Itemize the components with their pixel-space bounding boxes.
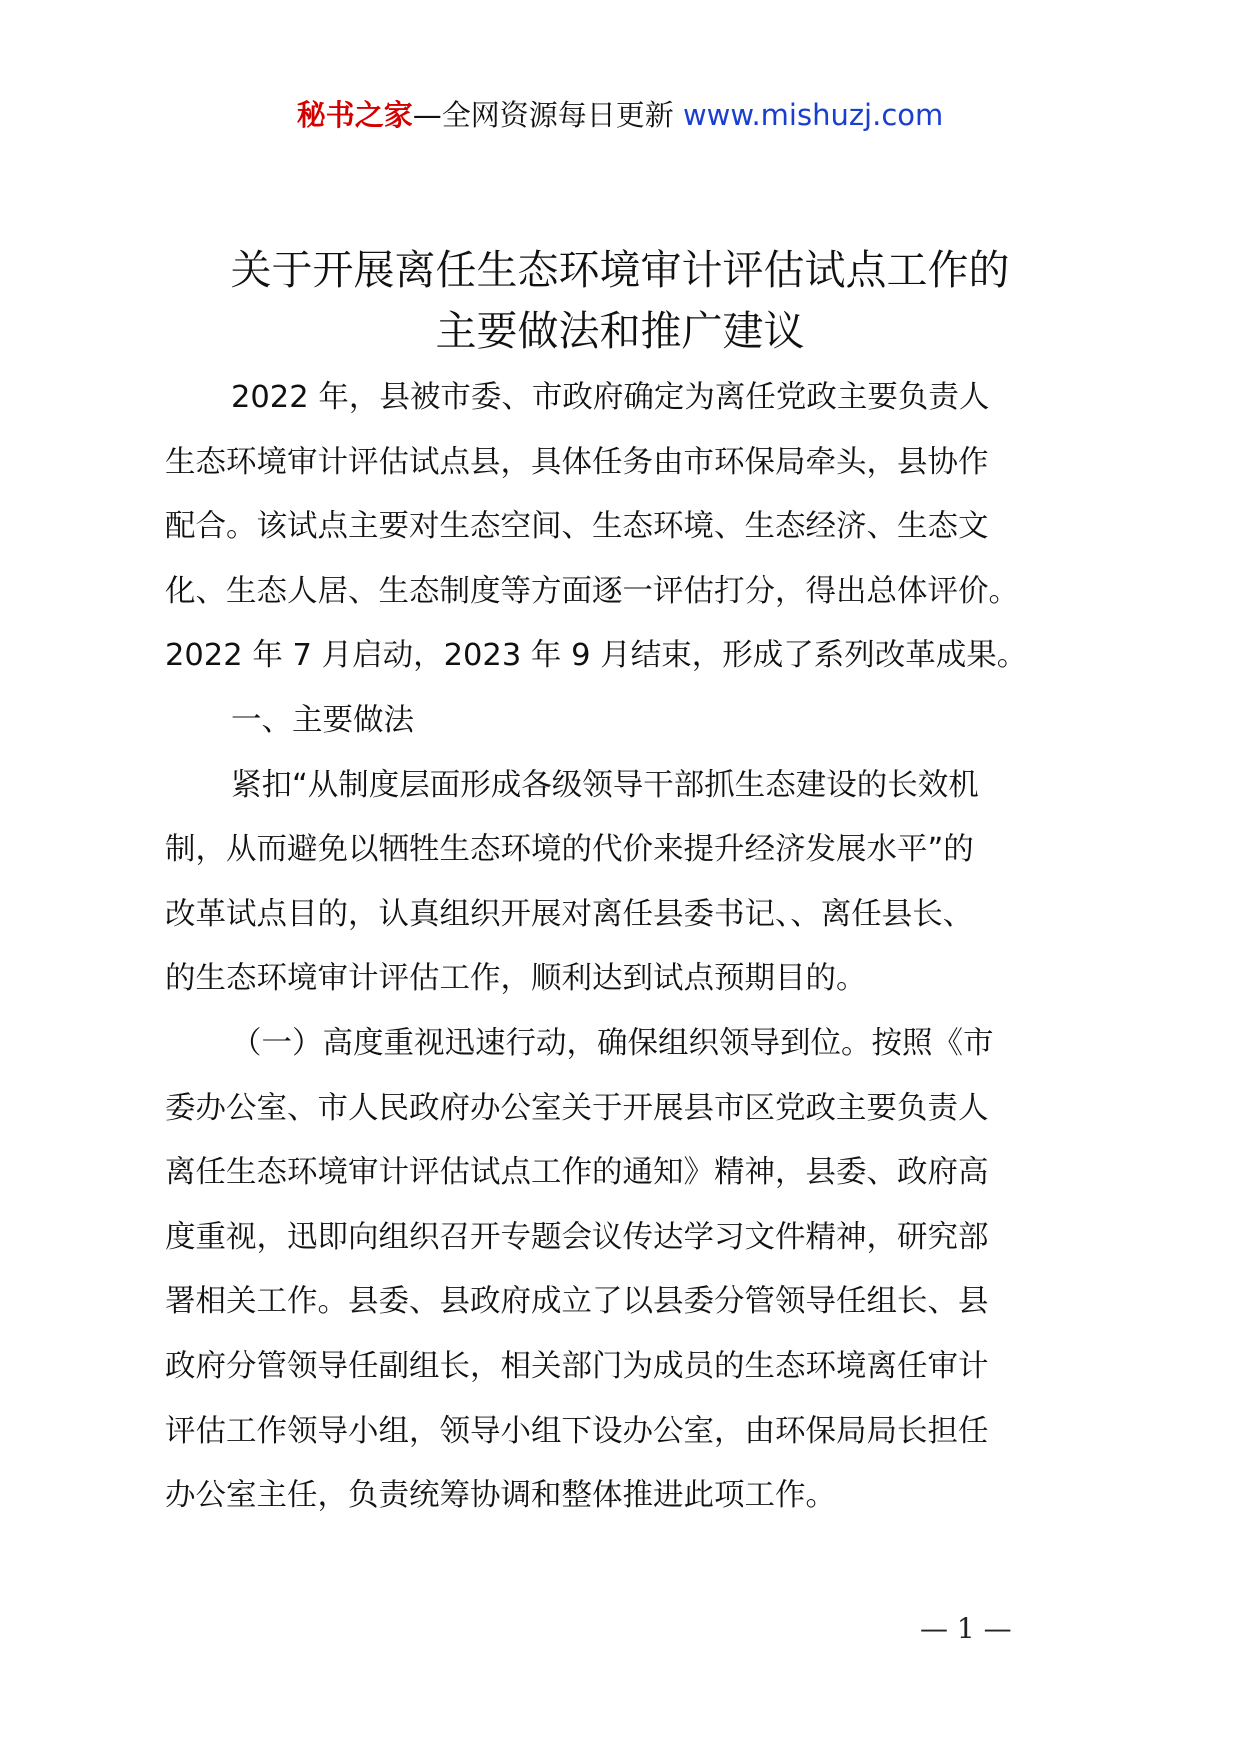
site-url-link[interactable]: www.mishuzj.com [682, 98, 944, 132]
paragraph-line: 2022 年，县被市委、市政府确定为离任党政主要负责人 [231, 380, 990, 415]
document-body [165, 366, 1095, 1529]
section-heading: 一、主要做法 [231, 702, 414, 738]
paragraph-line: 离任生态环境审计评估试点工作的通知》精神，县委、政府高 [165, 1155, 989, 1191]
paragraph-line: 评估工作领导小组，领导小组下设办公室，由环保局局长担任 [165, 1413, 989, 1449]
paragraph-line: 制，从而避免以牺牲生态环境的代价来提升经济发展水平”的 [165, 832, 974, 868]
page-number: — 1 — [920, 1612, 1012, 1645]
paragraph-line: 署相关工作。县委、县政府成立了以县委分管领导任组长、县 [165, 1284, 989, 1320]
paragraph-line: 生态环境审计评估试点县，具体任务由市环保局牵头，县协作 [165, 444, 989, 480]
document-title [0, 240, 1240, 362]
site-header [0, 98, 1240, 133]
paragraph-line: 政府分管领导任副组长，相关部门为成员的生态环境离任审计 [165, 1348, 989, 1384]
paragraph-line: 的生态环境审计评估工作，顺利达到试点预期目的。 [165, 961, 867, 997]
paragraph-line: 2022 年 7 月启动，2023 年 9 月结束，形成了系列改革成果。 [165, 638, 1028, 674]
paragraph-line: 紧扣“从制度层面形成各级领导干部抓生态建设的长效机 [231, 767, 979, 803]
paragraph-line: 委办公室、市人民政府办公室关于开展县市区党政主要负责人 [165, 1090, 989, 1126]
title-line-2: 主要做法和推广建议 [435, 307, 805, 355]
paragraph-line: 化、生态人居、生态制度等方面逐一评估打分，得出总体评价。 [165, 573, 1019, 609]
paragraph-line: 改革试点目的，认真组织开展对离任县委书记、、离任县长、 [165, 896, 974, 932]
paragraph-line: 度重视，迅即向组织召开专题会议传达学习文件精神，研究部 [165, 1219, 989, 1255]
paragraph-line: 配合。该试点主要对生态空间、生态环境、生态经济、生态文 [165, 509, 989, 545]
site-tagline: —全网资源每日更新 [412, 98, 683, 132]
paragraph-line: （一）高度重视迅速行动，确保组织领导到位。按照《市 [231, 1025, 994, 1061]
title-line-1: 关于开展离任生态环境审计评估试点工作的 [230, 246, 1010, 294]
site-brand: 秘书之家 [296, 98, 413, 132]
paragraph-line: 办公室主任，负责统筹协调和整体推进此项工作。 [165, 1478, 836, 1514]
